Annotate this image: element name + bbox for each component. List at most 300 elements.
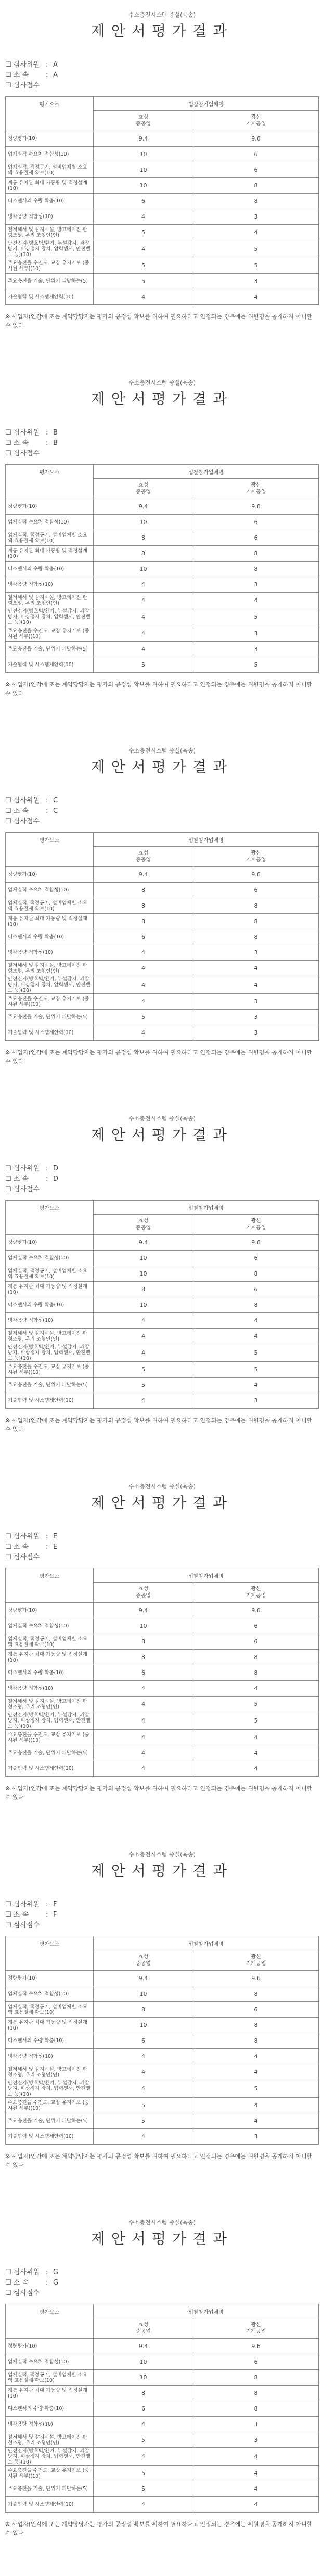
- criterion-cell: 기술협력 및 시스템제안력(10): [6, 657, 94, 673]
- score-cell-company-1: 6: [94, 2033, 193, 2049]
- score-cell-company-2: 5: [193, 240, 319, 258]
- score-cell-company-1: 4: [94, 2417, 193, 2432]
- score-cell-company-1: 4: [94, 961, 193, 976]
- score-cell-company-1: 9.4: [94, 867, 193, 883]
- score-cell-company-2: 8: [193, 2033, 319, 2049]
- affiliation-colon: :: [46, 1911, 48, 1919]
- affiliation-row: [5, 438, 58, 449]
- score-cell-company-2: 8: [193, 2018, 319, 2033]
- score-cell-company-1: 10: [94, 1251, 193, 1266]
- score-row: [6, 867, 319, 883]
- score-row: [6, 1313, 319, 1329]
- affiliation-colon: :: [46, 439, 48, 447]
- score-cell-company-2: 3: [193, 2432, 319, 2448]
- score-cell-company-1: 10: [94, 1297, 193, 1313]
- score-cell-company-2: 9.6: [193, 2339, 319, 2354]
- criterion-cell: 안전진지(방호벽/환기, 누설감지, 과압방지, 비상정지 장치, 압력센서, 안전밸브 등)(10): [6, 1344, 94, 1362]
- score-cell-company-2: 3: [193, 642, 319, 657]
- scores-row: [5, 817, 58, 827]
- footnote: ※ 사업자(인감에 또는 계약당당자는 평가의 공정성 확보를 위하여 필요하다고 인정되는 경우에는 위원명을 공개하지 아니할 수 있다: [5, 2521, 313, 2536]
- company-name-header: 효성 중공업: [94, 479, 193, 499]
- reviewer-info: [5, 60, 58, 91]
- score-table: [5, 2304, 319, 2513]
- criterion-cell: 주요충전을 기술, 단위기 피발하는(5): [6, 2481, 94, 2497]
- company-name-header: 광신 기계공업: [193, 1950, 319, 1971]
- score-row: [6, 1266, 319, 1282]
- criteria-header: 평가요소: [6, 2304, 94, 2339]
- reviewer-row: [5, 428, 58, 438]
- score-row: [6, 1362, 319, 1378]
- score-cell-company-1: 4: [94, 209, 193, 225]
- affiliation-colon: :: [46, 2279, 48, 2287]
- score-row: [6, 1251, 319, 1266]
- affiliation-label: ☐ 소 속: [5, 807, 29, 815]
- criterion-cell: 업체실적 수요처 적합성(10): [6, 1251, 94, 1266]
- score-row: [6, 1761, 319, 1777]
- sheet-title: 제안서평가결과: [90, 1126, 234, 1143]
- score-cell-company-1: 4: [94, 2064, 193, 2080]
- score-row: [6, 1681, 319, 1697]
- criterion-cell: 업체실적 수요처 적합성(10): [6, 883, 94, 898]
- score-cell-company-2: 4: [193, 1313, 319, 1329]
- criterion-cell: 주요충전을 수진도, 교장 유지기보 (중시된 세부)(10): [6, 626, 94, 642]
- score-cell-company-2: 4: [193, 1378, 319, 1393]
- scores-label: ☐ 심사점수: [5, 1185, 40, 1193]
- score-cell-company-1: 4: [94, 1313, 193, 1329]
- score-cell-company-1: 10: [94, 147, 193, 162]
- reviewer-info: [5, 1164, 58, 1195]
- score-cell-company-2: 9.6: [193, 1603, 319, 1618]
- score-cell-company-2: 5: [193, 1712, 319, 1730]
- score-row: [6, 2098, 319, 2113]
- score-table: [5, 832, 319, 1041]
- score-cell-company-2: 3: [193, 1025, 319, 1041]
- reviewer-info: [5, 1532, 57, 1563]
- score-cell-company-1: 4: [94, 240, 193, 258]
- score-row: [6, 1378, 319, 1393]
- sheet-title: 제안서평가결과: [90, 1862, 234, 1879]
- criterion-cell: 냉각용량 적합성(10): [6, 577, 94, 593]
- score-row: [6, 2448, 319, 2466]
- affiliation-row: [5, 2278, 58, 2288]
- score-cell-company-2: 9.6: [193, 1235, 319, 1251]
- criterion-cell: 안전진지(방호벽/환기, 누설감지, 과압방지, 비상정지 장치, 압력센서, 안전밸브 등)(10): [6, 2448, 94, 2466]
- score-cell-company-1: 10: [94, 1986, 193, 2002]
- score-row: [6, 961, 319, 976]
- score-row: [6, 1603, 319, 1618]
- reviewer-value: B: [53, 429, 58, 437]
- criterion-cell: 업체실적 수요처 적합성(10): [6, 2354, 94, 2370]
- score-cell-company-1: 10: [94, 2018, 193, 2033]
- sheet-title: 제안서평가결과: [90, 2230, 234, 2247]
- score-cell-company-2: 8: [193, 2401, 319, 2417]
- score-row: [6, 2386, 319, 2401]
- score-cell-company-1: 6: [94, 2401, 193, 2417]
- criterion-cell: 주요충전을 수진도, 교장 유지기보 (중시된 세부)(10): [6, 994, 94, 1010]
- scores-row: [5, 449, 58, 459]
- score-cell-company-2: 3: [193, 209, 319, 225]
- criterion-cell: 기술협력 및 시스템제안력(10): [6, 289, 94, 305]
- affiliation-value: G: [53, 2279, 59, 2287]
- scores-label: ☐ 심사점수: [5, 1553, 40, 1561]
- affiliation-colon: :: [46, 807, 48, 815]
- criterion-cell: 디스펜서의 수량 확충(10): [6, 562, 94, 577]
- reviewer-label: ☐ 심사위원: [5, 797, 40, 805]
- criterion-cell: 냉각용량 적합성(10): [6, 945, 94, 961]
- criterion-cell: 철저해서 및 감지시설, 방고에이진 판형조형, 우리 조형인(인): [6, 2432, 94, 2448]
- score-table: [5, 96, 319, 305]
- score-cell-company-2: 4: [193, 976, 319, 994]
- score-row: [6, 225, 319, 240]
- score-cell-company-1: 9.4: [94, 131, 193, 147]
- criterion-cell: 업체실적, 적정공기, 설비업체별 소요액 효용절세 확보(10): [6, 530, 94, 546]
- score-cell-company-2: 3: [193, 626, 319, 642]
- company-group-header: 입찰참가업체명: [94, 97, 319, 111]
- score-table: [5, 1936, 319, 2145]
- score-row: [6, 976, 319, 994]
- project-subtitle: 수소충전시스템 중설(육송): [128, 379, 196, 386]
- score-cell-company-1: 4: [94, 1712, 193, 1730]
- criterion-cell: 정량평가(10): [6, 1971, 94, 1986]
- score-cell-company-1: 5: [94, 1378, 193, 1393]
- score-row: [6, 2401, 319, 2417]
- score-cell-company-2: 6: [193, 530, 319, 546]
- criterion-cell: 안전진지(방호벽/환기, 누설감지, 과압방지, 비상정지 장치, 압력센서, 안전밸브 등)(10): [6, 2080, 94, 2098]
- score-row: [6, 178, 319, 194]
- criterion-cell: 주요충전을 기술, 단위기 피발하는(5): [6, 1378, 94, 1393]
- scores-label: ☐ 심사점수: [5, 82, 40, 90]
- score-cell-company-2: 8: [193, 1297, 319, 1313]
- score-row: [6, 240, 319, 258]
- company-group-header: 입찰참가업체명: [94, 1201, 319, 1215]
- criterion-cell: 정량평가(10): [6, 1603, 94, 1618]
- score-cell-company-2: 4: [193, 1745, 319, 1761]
- score-cell-company-1: 10: [94, 515, 193, 530]
- evaluation-sheet: [0, 0, 324, 368]
- score-cell-company-1: 10: [94, 2370, 193, 2386]
- score-row: [6, 258, 319, 274]
- reviewer-label: ☐ 심사위원: [5, 61, 40, 69]
- score-cell-company-2: 8: [193, 178, 319, 194]
- score-cell-company-1: 4: [94, 1681, 193, 1697]
- score-row: [6, 945, 319, 961]
- criterion-cell: 계통 유지관 최대 가동량 및 적정설계(10): [6, 178, 94, 194]
- reviewer-colon: :: [46, 2268, 48, 2276]
- criterion-cell: 업체실적, 적정공기, 설비업체별 소요액 효용절세 확보(10): [6, 162, 94, 178]
- score-cell-company-1: 5: [94, 258, 193, 274]
- evaluation-sheet: [0, 1840, 324, 2208]
- score-cell-company-2: 4: [193, 2466, 319, 2481]
- score-table: [5, 464, 319, 673]
- score-cell-company-2: 3: [193, 945, 319, 961]
- score-row: [6, 1730, 319, 1745]
- score-cell-company-2: 3: [193, 577, 319, 593]
- criterion-cell: 철저해서 및 감지시설, 방고에이진 판형조형, 우리 조형인(인): [6, 593, 94, 608]
- criterion-cell: 주요충전을 기술, 단위기 피발하는(5): [6, 2113, 94, 2129]
- score-cell-company-2: 5: [193, 1362, 319, 1378]
- criterion-cell: 업체실적 수요처 적합성(10): [6, 147, 94, 162]
- score-cell-company-2: 4: [193, 2481, 319, 2497]
- project-subtitle: 수소충전시스템 중설(육송): [128, 2219, 196, 2226]
- affiliation-row: [5, 806, 58, 817]
- reviewer-label: ☐ 심사위원: [5, 1165, 40, 1172]
- score-row: [6, 1393, 319, 1409]
- score-cell-company-2: 5: [193, 1344, 319, 1362]
- criterion-cell: 주요충전을 기술, 단위기 피발하는(5): [6, 642, 94, 657]
- score-cell-company-2: 8: [193, 1650, 319, 1665]
- score-row: [6, 2002, 319, 2018]
- criterion-cell: 정량평가(10): [6, 499, 94, 515]
- score-cell-company-2: 8: [193, 546, 319, 562]
- sheet-title: 제안서평가결과: [90, 758, 234, 775]
- affiliation-label: ☐ 소 속: [5, 2279, 29, 2287]
- score-row: [6, 1329, 319, 1344]
- criterion-cell: 주요충전을 수진도, 교장 유지기보 (중시된 세부)(10): [6, 2466, 94, 2481]
- company-name-header: 광신 기계공업: [193, 479, 319, 499]
- reviewer-colon: :: [46, 1901, 48, 1908]
- criterion-cell: 계통 유지관 최대 가동량 및 적정설계(10): [6, 2018, 94, 2033]
- affiliation-colon: :: [46, 1543, 48, 1551]
- criterion-cell: 기술협력 및 시스템제안력(10): [6, 2497, 94, 2513]
- project-subtitle: 수소충전시스템 중설(육송): [128, 1115, 196, 1122]
- criterion-cell: 디스펜서의 수량 확충(10): [6, 1297, 94, 1313]
- criterion-cell: 계통 유지관 최대 가동량 및 적정설계(10): [6, 2386, 94, 2401]
- company-name-header: 효성 중공업: [94, 1215, 193, 1235]
- criterion-cell: 디스펜서의 수량 확충(10): [6, 1665, 94, 1681]
- score-row: [6, 2033, 319, 2049]
- reviewer-colon: :: [46, 797, 48, 805]
- score-cell-company-1: 4: [94, 2080, 193, 2098]
- score-cell-company-2: 8: [193, 2370, 319, 2386]
- score-row: [6, 131, 319, 147]
- score-cell-company-2: 3: [193, 2129, 319, 2145]
- sheet-title: 제안서평가결과: [90, 390, 234, 407]
- score-cell-company-1: 6: [94, 194, 193, 209]
- score-cell-company-2: 4: [193, 2497, 319, 2513]
- score-cell-company-1: 8: [94, 1650, 193, 1665]
- reviewer-row: [5, 1532, 57, 1542]
- affiliation-row: [5, 1910, 57, 1920]
- scores-row: [5, 1552, 57, 1563]
- score-cell-company-1: 4: [94, 608, 193, 626]
- criterion-cell: 주요충전을 수진도, 교장 유지기보 (중시된 세부)(10): [6, 2098, 94, 2113]
- reviewer-row: [5, 1899, 57, 1910]
- score-row: [6, 1618, 319, 1634]
- score-row: [6, 515, 319, 530]
- criterion-cell: 정량평가(10): [6, 131, 94, 147]
- score-cell-company-1: 8: [94, 914, 193, 929]
- score-cell-company-1: 4: [94, 945, 193, 961]
- company-name-header: 효성 중공업: [94, 1583, 193, 1603]
- score-cell-company-2: 8: [193, 1986, 319, 2002]
- affiliation-label: ☐ 소 속: [5, 1543, 29, 1551]
- score-table: [5, 1568, 319, 1777]
- score-cell-company-2: 3: [193, 1393, 319, 1409]
- score-row: [6, 577, 319, 593]
- criterion-cell: 안전진지(방호벽/환기, 누설감지, 과압방지, 비상정지 장치, 압력센서, 안전밸브 등)(10): [6, 240, 94, 258]
- score-cell-company-1: 4: [94, 642, 193, 657]
- reviewer-value: E: [53, 1533, 58, 1540]
- score-row: [6, 883, 319, 898]
- criterion-cell: 주요충전을 기술, 단위기 피발하는(5): [6, 274, 94, 289]
- score-cell-company-2: 3: [193, 1010, 319, 1025]
- score-cell-company-1: 5: [94, 274, 193, 289]
- criterion-cell: 주요충전을 기술, 단위기 피발하는(5): [6, 1010, 94, 1025]
- score-cell-company-1: 5: [94, 2098, 193, 2113]
- score-cell-company-2: 3: [193, 2417, 319, 2432]
- score-cell-company-1: 4: [94, 976, 193, 994]
- score-cell-company-1: 8: [94, 1634, 193, 1650]
- criterion-cell: 계통 유지관 최대 가동량 및 적정설계(10): [6, 1650, 94, 1665]
- criterion-cell: 업체실적 수요처 적합성(10): [6, 1986, 94, 2002]
- score-row: [6, 209, 319, 225]
- criteria-header: 평가요소: [6, 465, 94, 499]
- score-cell-company-1: 4: [94, 2129, 193, 2145]
- score-cell-company-2: 6: [193, 883, 319, 898]
- criterion-cell: 디스펜서의 수량 확충(10): [6, 2401, 94, 2417]
- criteria-header: 평가요소: [6, 97, 94, 131]
- score-row: [6, 2354, 319, 2370]
- score-cell-company-1: 4: [94, 1025, 193, 1041]
- score-row: [6, 2497, 319, 2513]
- criterion-cell: 주요충전을 수진도, 교장 유지기보 (중시된 세부)(10): [6, 1362, 94, 1378]
- affiliation-row: [5, 1174, 58, 1184]
- scores-row: [5, 1184, 58, 1195]
- reviewer-info: [5, 428, 58, 459]
- score-cell-company-2: 9.6: [193, 499, 319, 515]
- criterion-cell: 디스펜서의 수량 확충(10): [6, 194, 94, 209]
- affiliation-colon: :: [46, 71, 48, 79]
- criteria-header: 평가요소: [6, 1936, 94, 1971]
- company-name-header: 효성 중공업: [94, 1950, 193, 1971]
- footnote: ※ 사업자(인감에 또는 계약당당자는 평가의 공정성 확보를 위하여 필요하다고 인정되는 경우에는 위원명을 공개하지 아니할 수 있다: [5, 1785, 313, 1801]
- reviewer-info: [5, 796, 58, 827]
- score-cell-company-2: 3: [193, 274, 319, 289]
- score-cell-company-2: 6: [193, 1634, 319, 1650]
- score-cell-company-2: 4: [193, 1761, 319, 1777]
- project-subtitle: 수소충전시스템 중설(육송): [128, 1851, 196, 1858]
- score-row: [6, 2370, 319, 2386]
- company-name-header: 효성 중공업: [94, 2318, 193, 2339]
- score-cell-company-2: 4: [193, 961, 319, 976]
- reviewer-row: [5, 1164, 58, 1174]
- criterion-cell: 정량평가(10): [6, 2339, 94, 2354]
- scores-label: ☐ 심사점수: [5, 818, 40, 825]
- score-row: [6, 929, 319, 945]
- score-cell-company-1: 5: [94, 657, 193, 673]
- criterion-cell: 정량평가(10): [6, 1235, 94, 1251]
- criterion-cell: 업체실적, 적정공기, 설비업체별 소요액 효용절세 확보(10): [6, 2002, 94, 2018]
- score-cell-company-1: 4: [94, 1393, 193, 1409]
- criterion-cell: 업체실적, 적정공기, 설비업체별 소요액 효용절세 확보(10): [6, 1266, 94, 1282]
- reviewer-label: ☐ 심사위원: [5, 1901, 40, 1908]
- criterion-cell: 계통 유지관 최대 가동량 및 적정설계(10): [6, 1282, 94, 1297]
- score-row: [6, 657, 319, 673]
- score-cell-company-1: 9.4: [94, 2339, 193, 2354]
- score-cell-company-2: 4: [193, 2064, 319, 2080]
- score-cell-company-1: 9.4: [94, 1235, 193, 1251]
- score-cell-company-1: 9.4: [94, 1971, 193, 1986]
- affiliation-label: ☐ 소 속: [5, 1911, 29, 1919]
- score-cell-company-1: 5: [94, 2432, 193, 2448]
- evaluation-sheet: [0, 1472, 324, 1840]
- score-row: [6, 1650, 319, 1665]
- criterion-cell: 계통 유지관 최대 가동량 및 적정설계(10): [6, 914, 94, 929]
- score-cell-company-1: 10: [94, 1266, 193, 1282]
- criterion-cell: 업체실적, 적정공기, 설비업체별 소요액 효용절세 확보(10): [6, 1634, 94, 1650]
- evaluation-sheet: [0, 736, 324, 1104]
- score-row: [6, 1235, 319, 1251]
- company-name-header: 광신 기계공업: [193, 1583, 319, 1603]
- criterion-cell: 기술협력 및 시스템제안력(10): [6, 1761, 94, 1777]
- reviewer-value: C: [53, 797, 58, 805]
- scores-label: ☐ 심사점수: [5, 2289, 40, 2297]
- score-cell-company-2: 8: [193, 898, 319, 914]
- footnote: ※ 사업자(인감에 또는 계약당당자는 평가의 공정성 확보를 위하여 필요하다고 인정되는 경우에는 위원명을 공개하지 아니할 수 있다: [5, 1049, 313, 1065]
- score-cell-company-1: 10: [94, 2354, 193, 2370]
- company-name-header: 효성 중공업: [94, 847, 193, 867]
- score-row: [6, 1712, 319, 1730]
- score-cell-company-2: 9.6: [193, 867, 319, 883]
- score-cell-company-1: 4: [94, 289, 193, 305]
- company-group-header: 입찰참가업체명: [94, 1936, 319, 1950]
- affiliation-label: ☐ 소 속: [5, 1175, 29, 1183]
- score-cell-company-1: 6: [94, 1665, 193, 1681]
- score-row: [6, 914, 319, 929]
- criterion-cell: 냉각용량 적합성(10): [6, 209, 94, 225]
- score-row: [6, 1986, 319, 2002]
- reviewer-row: [5, 796, 58, 806]
- affiliation-label: ☐ 소 속: [5, 439, 29, 447]
- score-cell-company-2: 4: [193, 1329, 319, 1344]
- score-row: [6, 2018, 319, 2033]
- evaluation-sheet: [0, 2208, 324, 2575]
- score-cell-company-2: 4: [193, 2049, 319, 2064]
- sheet-title: 제안서평가결과: [90, 22, 234, 40]
- reviewer-value: F: [53, 1901, 57, 1908]
- score-row: [6, 2080, 319, 2098]
- reviewer-label: ☐ 심사위원: [5, 2268, 40, 2276]
- score-row: [6, 642, 319, 657]
- score-row: [6, 2129, 319, 2145]
- score-row: [6, 2432, 319, 2448]
- reviewer-value: A: [53, 61, 58, 69]
- reviewer-colon: :: [46, 429, 48, 437]
- score-row: [6, 274, 319, 289]
- company-name-header: 광신 기계공업: [193, 847, 319, 867]
- score-row: [6, 1745, 319, 1761]
- score-row: [6, 2466, 319, 2481]
- score-cell-company-2: 4: [193, 2448, 319, 2466]
- reviewer-value: D: [53, 1165, 59, 1172]
- scores-row: [5, 2288, 58, 2299]
- score-row: [6, 1025, 319, 1041]
- score-cell-company-2: 8: [193, 2386, 319, 2401]
- company-group-header: 입찰참가업체명: [94, 2304, 319, 2318]
- score-cell-company-1: 9.4: [94, 499, 193, 515]
- score-cell-company-2: 9.6: [193, 1971, 319, 1986]
- score-row: [6, 546, 319, 562]
- score-cell-company-2: 8: [193, 914, 319, 929]
- score-row: [6, 626, 319, 642]
- criterion-cell: 디스펜서의 수량 확충(10): [6, 2033, 94, 2049]
- criterion-cell: 철저해서 및 감지시설, 방고에이진 판형조형, 우리 조형인(인): [6, 2064, 94, 2080]
- reviewer-value: G: [53, 2268, 59, 2276]
- criterion-cell: 기술협력 및 시스템제안력(10): [6, 1025, 94, 1041]
- score-cell-company-1: 4: [94, 2497, 193, 2513]
- score-cell-company-2: 5: [193, 2080, 319, 2098]
- score-row: [6, 1697, 319, 1712]
